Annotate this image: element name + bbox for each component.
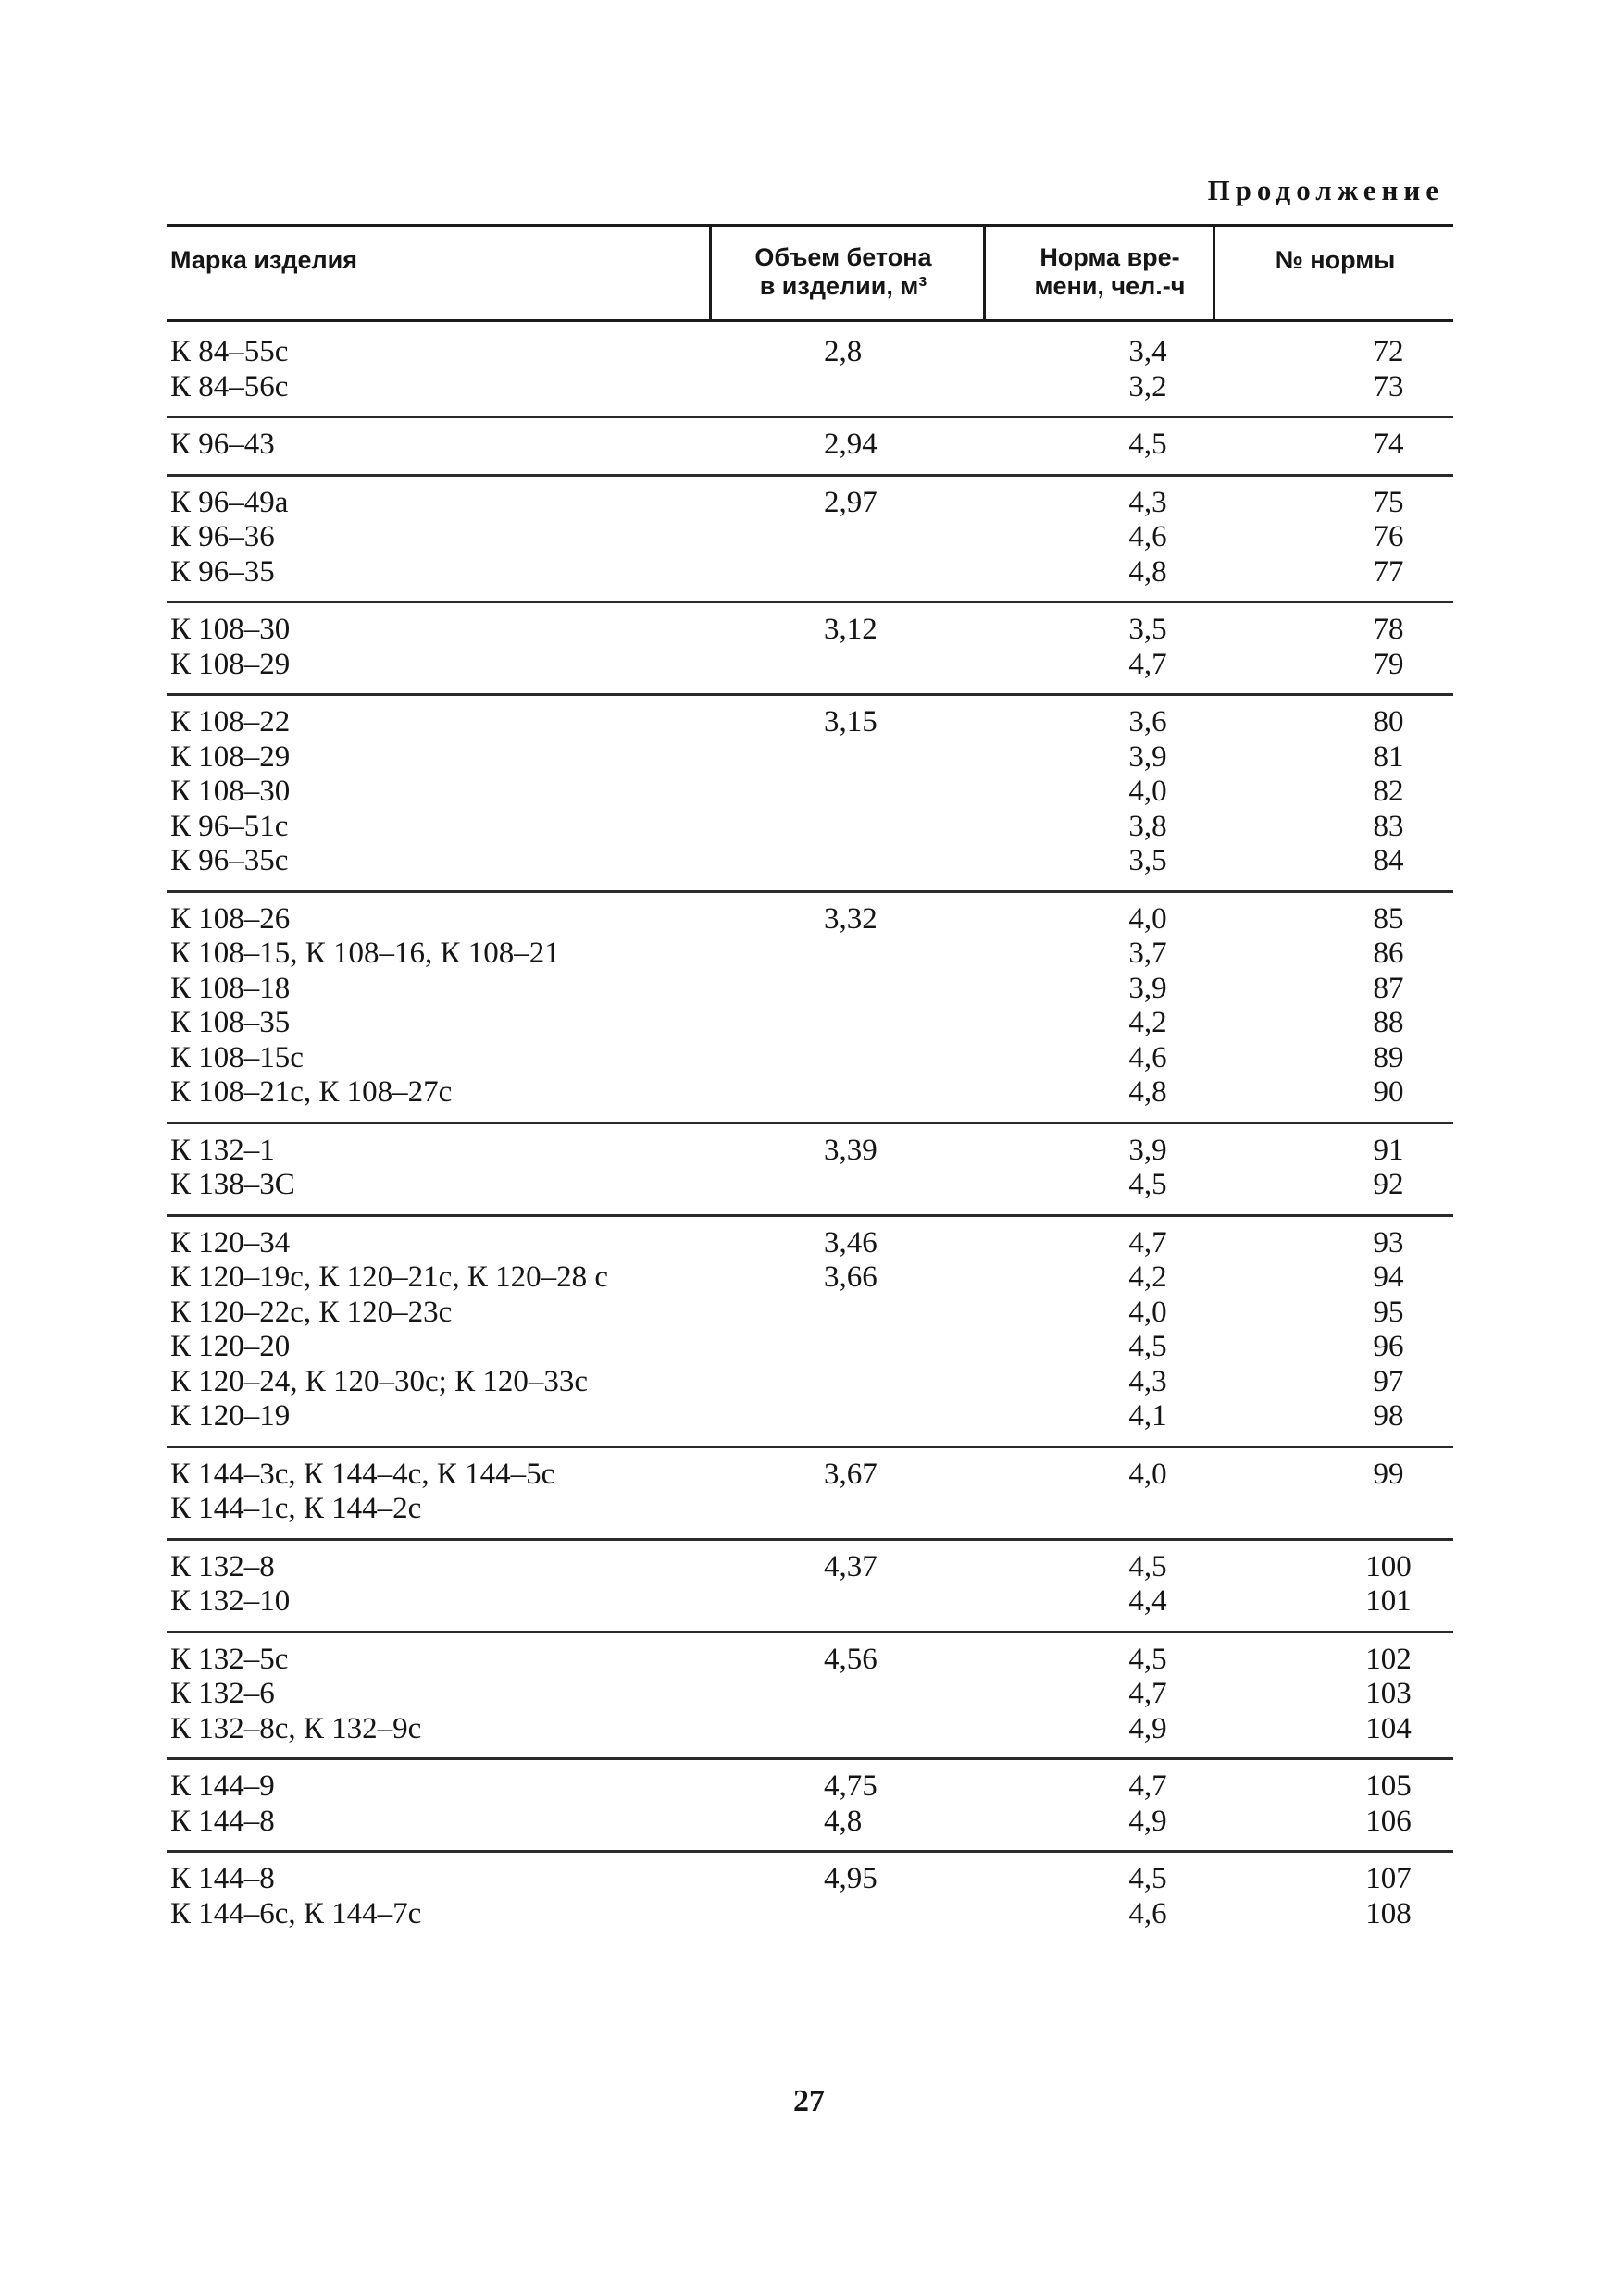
- cell-norm: 3,4: [1128, 335, 1167, 368]
- cell-norm: 4,0: [1128, 775, 1167, 808]
- table-row: [167, 1226, 1453, 1261]
- cell-number: 90: [1373, 1075, 1404, 1109]
- cell-number: 103: [1365, 1677, 1412, 1710]
- cell-volume: 3,67: [824, 1457, 877, 1491]
- cell-number: 97: [1373, 1364, 1404, 1398]
- cell-norm: 4,5: [1128, 428, 1167, 461]
- cell-mark: К 144–6с, К 144–7с: [170, 1896, 422, 1930]
- cell-mark: К 108–21с, К 108–27с: [170, 1075, 453, 1109]
- cell-mark: К 132–6: [170, 1677, 275, 1710]
- row-group: [167, 1633, 1453, 1761]
- cell-number: 101: [1365, 1584, 1412, 1618]
- table-row: [167, 972, 1453, 1007]
- cell-volume: 2,94: [824, 428, 877, 461]
- cell-norm: 4,0: [1128, 1295, 1167, 1329]
- table-row: [167, 520, 1453, 555]
- cell-norm: 3,9: [1128, 739, 1167, 774]
- table-row: [167, 335, 1453, 370]
- cell-volume: 3,46: [824, 1225, 877, 1260]
- cell-mark: К 108–30: [170, 775, 291, 808]
- cell-number: 77: [1373, 554, 1404, 589]
- cell-mark: К 144–8: [170, 1804, 275, 1838]
- cell-norm: 3,9: [1128, 1133, 1167, 1167]
- cell-norm: 4,1: [1128, 1399, 1167, 1433]
- cell-number: 89: [1373, 1040, 1404, 1074]
- row-group: [167, 1217, 1453, 1448]
- cell-number: 99: [1373, 1457, 1404, 1491]
- cell-mark: К 144–3с, К 144–4с, К 144–5с: [170, 1457, 555, 1491]
- cell-number: 95: [1373, 1295, 1404, 1329]
- cell-number: 98: [1373, 1399, 1404, 1433]
- cell-mark: К 132–5с: [170, 1642, 289, 1676]
- table-row: [167, 740, 1453, 776]
- cell-mark: К 108–18: [170, 971, 291, 1005]
- cell-mark: К 108–15, К 108–16, К 108–21: [170, 937, 560, 970]
- cell-norm: 4,5: [1128, 1862, 1167, 1895]
- cell-mark: К 120–24, К 120–30с; К 120–33с: [170, 1364, 588, 1398]
- table-row: [167, 902, 1453, 937]
- cell-number: 72: [1373, 335, 1404, 368]
- header-volume-line2: в изделии, м³: [759, 272, 927, 300]
- cell-mark: К 84–55с: [170, 335, 289, 368]
- cell-volume: 3,15: [824, 705, 877, 738]
- cell-norm: 3,8: [1128, 809, 1167, 843]
- cell-mark: К 132–8: [170, 1549, 275, 1583]
- cell-mark: К 96–35: [170, 554, 275, 589]
- table-row: [167, 810, 1453, 845]
- cell-mark: К 96–51с: [170, 809, 289, 843]
- cell-norm: 3,5: [1128, 613, 1167, 646]
- column-divider: [983, 227, 986, 319]
- cell-norm: 4,7: [1128, 1225, 1167, 1260]
- row-group: [167, 696, 1453, 893]
- page-number: 27: [793, 2084, 825, 2118]
- table-row: [167, 937, 1453, 972]
- row-group: [167, 418, 1453, 477]
- table-row: [167, 775, 1453, 810]
- cell-volume: 4,95: [824, 1862, 877, 1895]
- cell-volume: 2,8: [824, 335, 863, 368]
- cell-mark: К 108–30: [170, 613, 291, 646]
- cell-number: 87: [1373, 971, 1404, 1005]
- column-divider: [709, 227, 712, 319]
- cell-norm: 4,3: [1128, 1364, 1167, 1398]
- header-volume-line1: Объем бетона: [754, 243, 932, 271]
- cell-mark: К 108–29: [170, 647, 291, 681]
- header-mark: Марка изделия: [170, 246, 358, 274]
- cell-number: 82: [1373, 775, 1404, 808]
- cell-mark: К 108–29: [170, 739, 291, 774]
- cell-mark: К 138–3С: [170, 1168, 295, 1201]
- cell-volume: 3,39: [824, 1133, 877, 1167]
- row-group: [167, 893, 1453, 1124]
- header-norm-line2: мени, чел.-ч: [1034, 272, 1186, 300]
- row-group: [167, 1541, 1453, 1633]
- cell-number: 74: [1373, 428, 1404, 461]
- cell-mark: К 120–34: [170, 1225, 291, 1260]
- cell-mark: К 132–1: [170, 1133, 275, 1167]
- cell-number: 80: [1373, 705, 1404, 738]
- cell-norm: 4,7: [1128, 1769, 1167, 1803]
- table-row: [167, 1769, 1453, 1805]
- cell-mark: К 96–35с: [170, 844, 289, 877]
- cell-volume: 4,37: [824, 1549, 877, 1583]
- cell-norm: 4,9: [1128, 1804, 1167, 1838]
- row-group: [167, 1124, 1453, 1217]
- cell-norm: 4,3: [1128, 485, 1167, 519]
- row-group: [167, 326, 1453, 418]
- cell-norm: 4,7: [1128, 647, 1167, 681]
- cell-volume: 4,56: [824, 1642, 877, 1676]
- row-group: [167, 1853, 1453, 1942]
- table-row: [167, 1168, 1453, 1203]
- cell-volume: 2,97: [824, 485, 877, 519]
- cell-norm: 4,8: [1128, 1075, 1167, 1109]
- cell-number: 105: [1365, 1769, 1412, 1803]
- cell-mark: К 144–9: [170, 1769, 275, 1803]
- table-row: [167, 1006, 1453, 1041]
- table-row: [167, 1897, 1453, 1932]
- table-row: [167, 1399, 1453, 1434]
- cell-number: 106: [1365, 1804, 1412, 1838]
- cell-mark: К 96–49а: [170, 485, 289, 519]
- table-row: [167, 370, 1453, 405]
- table-row: [167, 428, 1453, 463]
- cell-norm: 4,0: [1128, 901, 1167, 936]
- cell-mark: К 120–19: [170, 1399, 291, 1433]
- table-row: [167, 1677, 1453, 1712]
- table-row: [167, 844, 1453, 879]
- cell-volume: 3,12: [824, 613, 877, 646]
- cell-mark: К 132–10: [170, 1584, 291, 1618]
- table-row: [167, 1075, 1453, 1111]
- cell-norm: 3,9: [1128, 971, 1167, 1005]
- cell-norm: 4,0: [1128, 1457, 1167, 1491]
- cell-norm: 4,5: [1128, 1330, 1167, 1363]
- cell-norm: 4,5: [1128, 1168, 1167, 1201]
- row-group: [167, 603, 1453, 696]
- cell-norm: 3,5: [1128, 844, 1167, 877]
- cell-mark: К 96–36: [170, 520, 275, 553]
- cell-volume: 3,32: [824, 901, 877, 936]
- cell-norm: 4,5: [1128, 1549, 1167, 1583]
- table-row: [167, 613, 1453, 648]
- header-volume: [716, 243, 971, 301]
- cell-number: 83: [1373, 809, 1404, 843]
- row-group: [167, 1448, 1453, 1541]
- table-row: [167, 705, 1453, 740]
- table-header: [167, 224, 1453, 322]
- cell-norm: 4,5: [1128, 1642, 1167, 1676]
- cell-norm: 4,2: [1128, 1260, 1167, 1294]
- cell-number: 92: [1373, 1168, 1404, 1201]
- cell-mark: К 144–1с, К 144–2с: [170, 1492, 422, 1525]
- cell-mark: К 96–43: [170, 428, 275, 461]
- cell-number: 88: [1373, 1006, 1404, 1039]
- cell-mark: К 108–35: [170, 1006, 291, 1039]
- cell-number: 76: [1373, 520, 1404, 553]
- cell-mark: К 144–8: [170, 1862, 275, 1895]
- cell-norm: 4,6: [1128, 1040, 1167, 1074]
- table-row: [167, 1260, 1453, 1296]
- table-row: [167, 1492, 1453, 1527]
- header-norm-line1: Норма вре-: [1039, 243, 1180, 271]
- cell-number: 81: [1373, 739, 1404, 774]
- cell-number: 94: [1373, 1260, 1404, 1294]
- table-row: [167, 486, 1453, 521]
- cell-mark: К 108–22: [170, 705, 291, 738]
- table-body: [167, 326, 1453, 1942]
- cell-norm: 3,7: [1128, 937, 1167, 970]
- continuation-label: Продолжение: [1207, 174, 1444, 206]
- cell-mark: К 84–56с: [170, 369, 289, 403]
- cell-norm: 4,6: [1128, 520, 1167, 553]
- table-row: [167, 1643, 1453, 1678]
- cell-mark: К 120–19с, К 120–21с, К 120–28 с: [170, 1260, 608, 1294]
- cell-number: 86: [1373, 937, 1404, 970]
- table-row: [167, 1584, 1453, 1620]
- cell-volume: 3,66: [824, 1260, 877, 1294]
- cell-number: 100: [1365, 1549, 1412, 1583]
- cell-number: 78: [1373, 613, 1404, 646]
- cell-number: 91: [1373, 1133, 1404, 1167]
- cell-number: 108: [1365, 1896, 1412, 1930]
- table-row: [167, 1862, 1453, 1897]
- cell-number: 75: [1373, 485, 1404, 519]
- cell-mark: К 108–26: [170, 901, 291, 936]
- cell-number: 96: [1373, 1330, 1404, 1363]
- cell-number: 79: [1373, 647, 1404, 681]
- table-row: [167, 1365, 1453, 1400]
- table-row: [167, 1296, 1453, 1331]
- cell-norm: 4,2: [1128, 1006, 1167, 1039]
- table-row: [167, 1550, 1453, 1585]
- table-row: [167, 555, 1453, 590]
- cell-mark: К 108–15с: [170, 1040, 304, 1074]
- cell-number: 102: [1365, 1642, 1412, 1676]
- cell-norm: 3,6: [1128, 705, 1167, 738]
- table-row: [167, 1458, 1453, 1493]
- table-row: [167, 1330, 1453, 1365]
- cell-norm: 3,2: [1128, 369, 1167, 403]
- header-norm: [989, 243, 1230, 301]
- cell-number: 73: [1373, 369, 1404, 403]
- table-row: [167, 1041, 1453, 1076]
- cell-mark: К 120–20: [170, 1330, 291, 1363]
- table-row: [167, 648, 1453, 683]
- cell-norm: 4,7: [1128, 1677, 1167, 1710]
- cell-norm: 4,8: [1128, 554, 1167, 589]
- cell-norm: 4,4: [1128, 1584, 1167, 1618]
- cell-norm: 4,9: [1128, 1711, 1167, 1745]
- row-group: [167, 1760, 1453, 1853]
- cell-volume: 4,75: [824, 1769, 877, 1803]
- cell-mark: К 120–22с, К 120–23с: [170, 1295, 453, 1329]
- cell-volume: 4,8: [824, 1804, 863, 1838]
- cell-mark: К 132–8с, К 132–9с: [170, 1711, 422, 1745]
- table-row: [167, 1134, 1453, 1169]
- cell-number: 107: [1365, 1862, 1412, 1895]
- row-group: [167, 477, 1453, 604]
- cell-number: 104: [1365, 1711, 1412, 1745]
- header-number: № нормы: [1275, 246, 1396, 274]
- cell-number: 84: [1373, 844, 1404, 877]
- table-row: [167, 1805, 1453, 1840]
- cell-norm: 4,6: [1128, 1896, 1167, 1930]
- cell-number: 93: [1373, 1225, 1404, 1260]
- cell-number: 85: [1373, 901, 1404, 936]
- table-row: [167, 1712, 1453, 1747]
